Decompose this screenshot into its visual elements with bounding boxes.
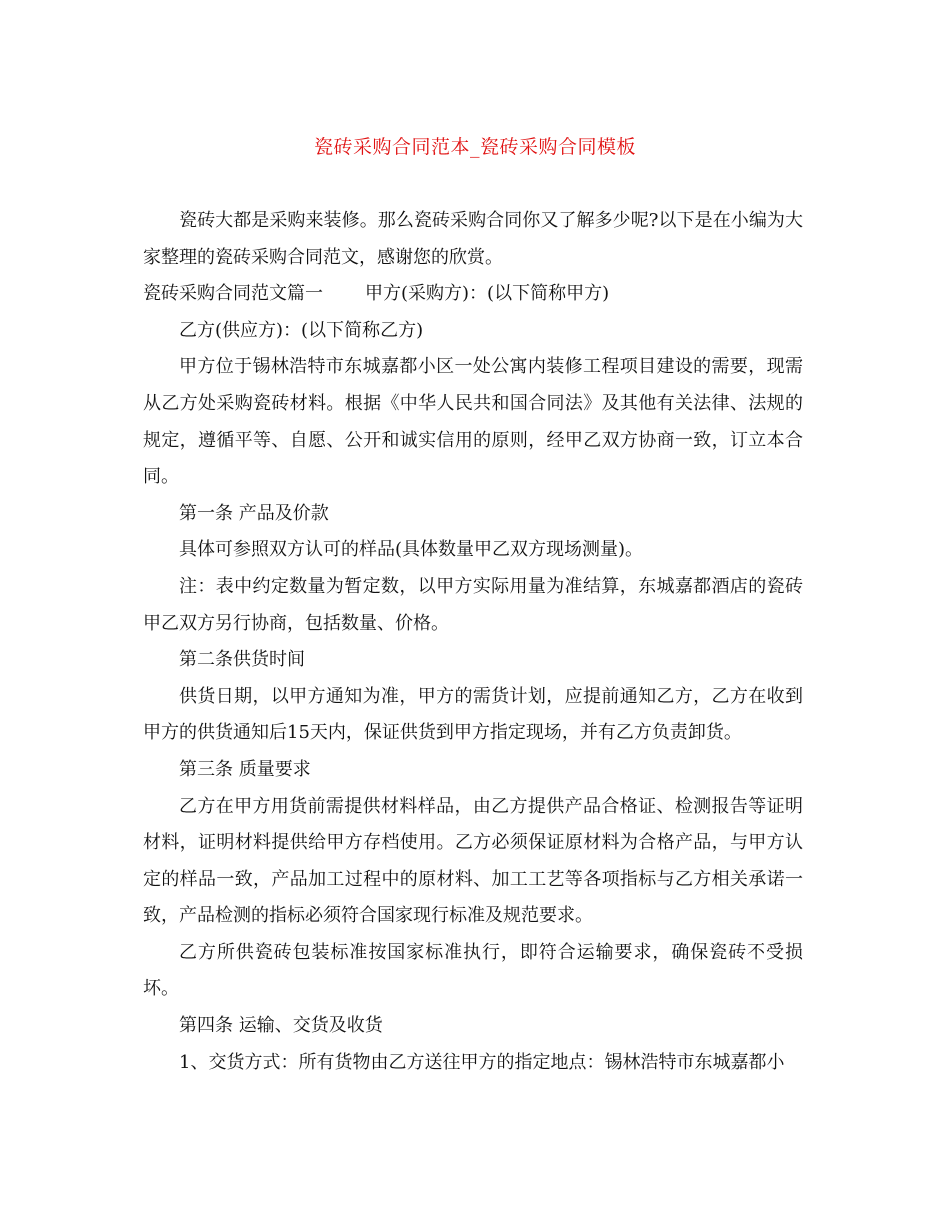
sample-heading-line [143,276,803,313]
article-2-text: 供货日期，以甲方通知为准，甲方的需货计划，应提前通知乙方，乙方在收到甲方的供货通知后15天内，保证供货到甲方指定现场，并有乙方负责卸货。 [143,685,803,744]
party-a-line: 甲方(采购方)：(以下简称甲方) [365,283,610,305]
document-title: 瓷砖采购合同范本_瓷砖采购合同模板 [313,136,636,158]
article-2-title: 第二条供货时间 [179,649,305,671]
preamble-paragraph: 甲方位于锡林浩特市东城嘉都小区一处公寓内装修工程项目建设的需要，现需从乙方处采购瓷砖材料。根据《中华人民共和国合同法》及其他有关法律、法规的规定，遵循平等、自愿、公开和诚实信用的原则，经甲乙双方协商一致，订立本合同。 [143,356,803,488]
article-3-text-1: 乙方在甲方用货前需提供材料样品，由乙方提供产品合格证、检测报告等证明材料，证明材料提供给甲方存档使用。乙方必须保证原材料为合格产品，与甲方认定的样品一致，产品加工过程中的原材料、加工工艺等各项指标与乙方相关承诺一致，产品检测的指标必须符合国家现行标准及规范要求。 [143,795,803,927]
article-3-title: 第三条 质量要求 [179,758,311,780]
article-1-note: 注：表中约定数量为暂定数，以甲方实际用量为准结算，东城嘉都酒店的瓷砖甲乙双方另行协商，包括数量、价格。 [143,575,803,634]
party-b-line: 乙方(供应方)：(以下简称乙方) [179,319,424,341]
intro-paragraph: 瓷砖大都是采购来装修。那么瓷砖采购合同你又了解多少呢?以下是在小编为大家整理的瓷砖采购合同范文，感谢您的欣赏。 [143,210,803,268]
article-1-title: 第一条 产品及价款 [179,502,329,524]
sample-heading: 瓷砖采购合同范文篇一 [143,283,323,305]
article-4-title: 第四条 运输、交货及收货 [179,1015,383,1037]
article-1-text: 具体可参照双方认可的样品(具体数量甲乙双方现场测量)。 [179,539,644,561]
article-3-text-2: 乙方所供瓷砖包装标准按国家标准执行，即符合运输要求，确保瓷砖不受损坏。 [143,941,803,1000]
article-4-item-1: 1、交货方式：所有货物由乙方送往甲方的指定地点：锡林浩特市东城嘉都小 [179,1051,785,1073]
document-body [143,203,803,1081]
